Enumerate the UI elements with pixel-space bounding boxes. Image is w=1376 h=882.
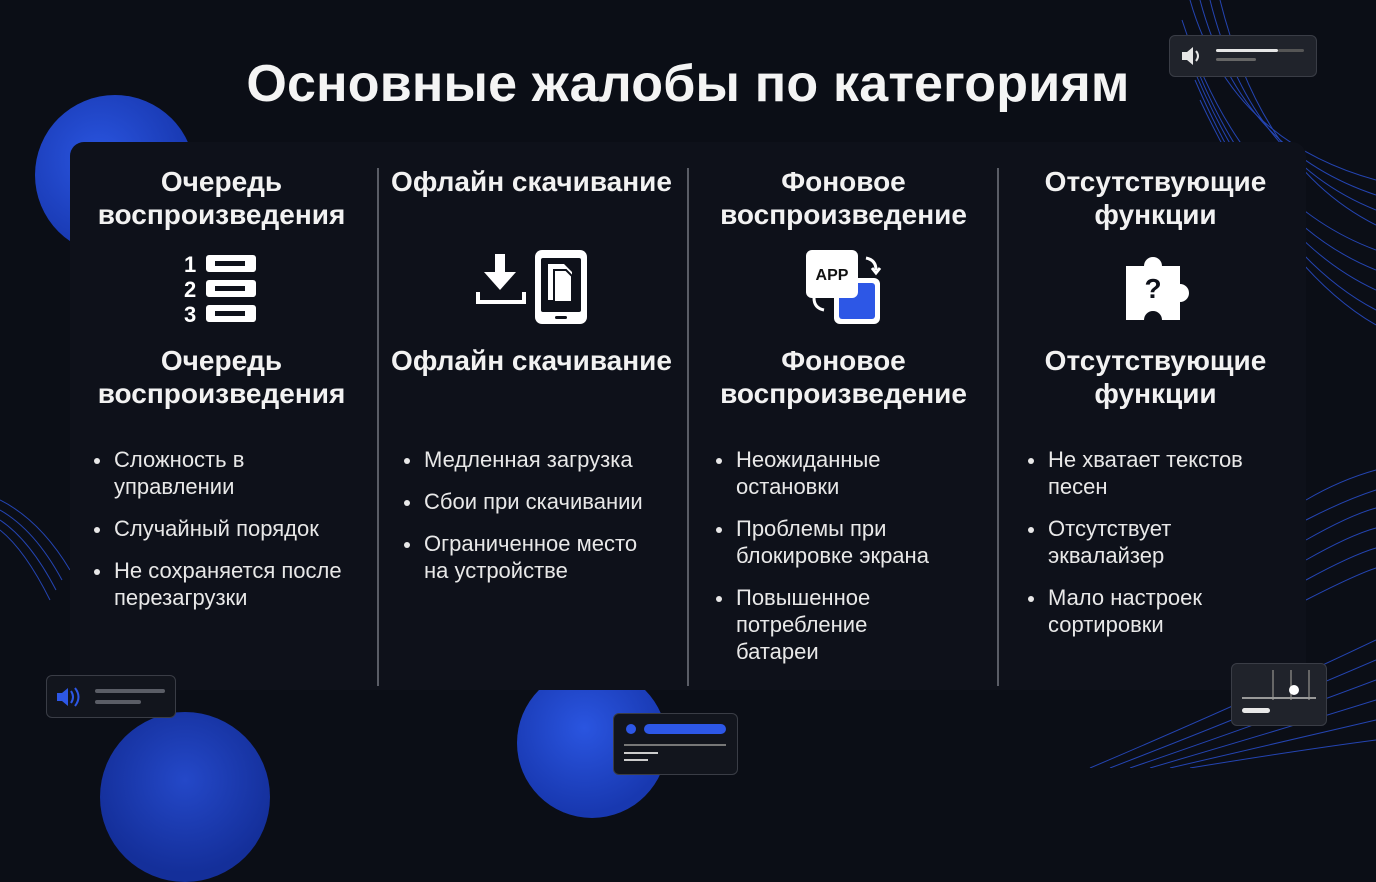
category-subheading: Фоновое воспроизведение [720,345,967,409]
numbered-list-icon [182,250,262,326]
list-item: Мало настроек сортировки [1028,584,1228,638]
complaint-list [688,446,999,665]
puzzle-question-icon [1118,250,1194,326]
list-item: Сбои при скачивании [404,488,687,515]
list-item: Не хватает текстов песен [1028,446,1268,500]
category-heading: Фоновое воспроизведение [720,166,967,230]
audio-widget[interactable] [46,675,176,718]
app-switch-icon [804,248,884,328]
equalizer-slider [1232,664,1326,725]
svg-text:APP: APP [815,267,848,284]
list-item: Медленная загрузка [404,446,687,473]
list-item: Ограниченное место на устройстве [404,530,654,584]
svg-text:3: 3 [183,302,196,326]
list-item: Отсутствует эквалайзер [1028,515,1198,569]
list-item: Неожиданные остановки [716,446,906,500]
category-column-background [688,165,999,680]
list-item: Проблемы при блокировке экрана [716,515,951,569]
list-item: Не сохраняется после перезагрузки [94,557,344,611]
equalizer-slider-widget[interactable] [1231,663,1327,726]
category-heading: Офлайн скачивание [391,166,672,197]
category-subheading: Отсутствующие функции [1044,345,1267,409]
speaker-icon [47,676,175,717]
svg-text:?: ? [1143,273,1162,304]
volume-widget[interactable] [1169,35,1317,77]
svg-text:1: 1 [183,252,196,277]
page-title: Основные жалобы по категориям [246,55,1130,113]
list-item: Сложность в управлении [94,446,254,500]
complaint-list [1000,446,1311,638]
category-subheading: Очередь воспроизведения [97,345,346,409]
category-heading: Отсутствующие функции [1044,166,1267,230]
category-column-queue [66,165,377,626]
playlist-lines [614,714,737,774]
svg-text:2: 2 [183,277,196,302]
category-column-offline [376,165,687,599]
complaint-list [66,446,377,611]
category-subheading: Офлайн скачивание [391,345,672,376]
download-to-phone-icon [474,248,590,328]
category-heading: Очередь воспроизведения [97,166,346,230]
complaint-list [376,446,687,584]
category-column-missing [1000,165,1311,653]
playlist-card[interactable] [613,713,738,775]
list-item: Случайный порядок [94,515,377,542]
speaker-icon [1170,36,1316,76]
list-item: Повышенное потребление батареи [716,584,896,665]
